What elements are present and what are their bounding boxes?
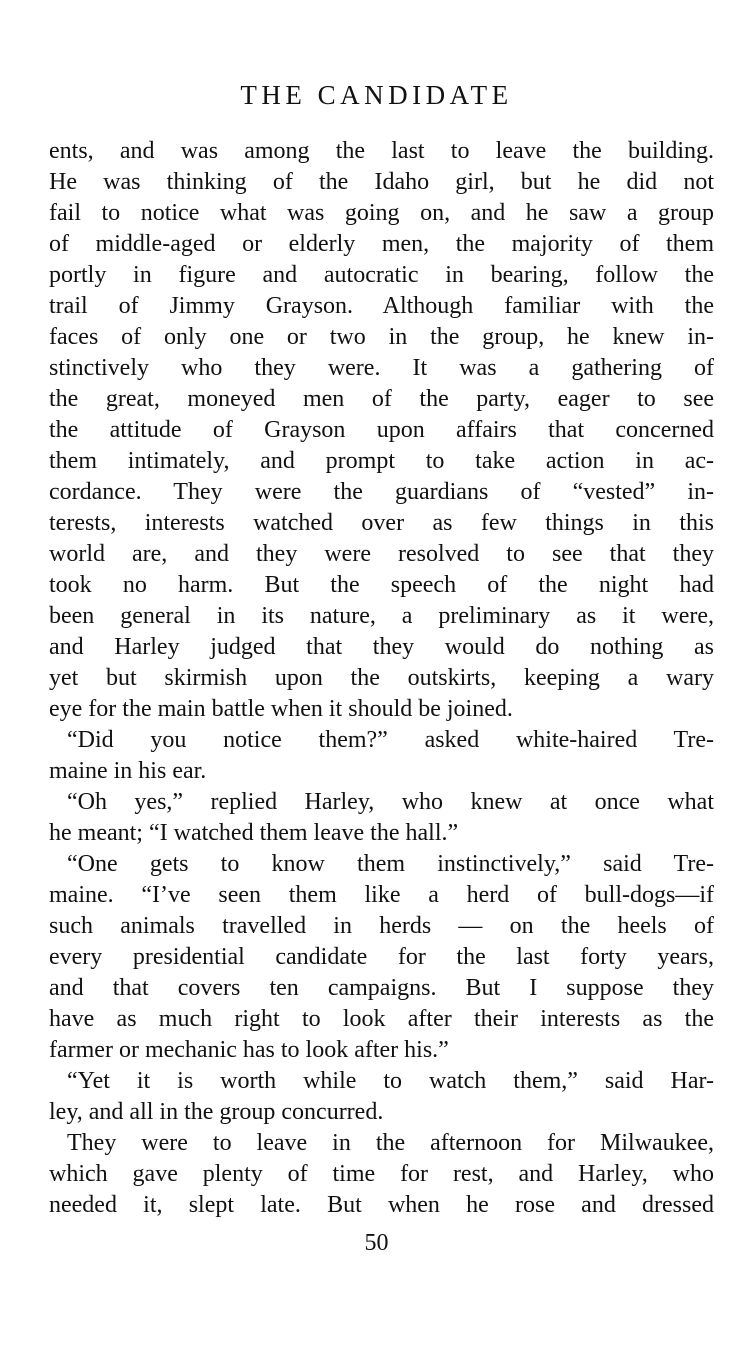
text-line: “Did you notice them?” asked white-haired Tre- (67, 727, 714, 753)
text-line: “Oh yes,” replied Harley, who knew at once what (67, 789, 714, 815)
text-line: ley, and all in the group concurred. (49, 1099, 384, 1125)
text-line: maine. “I’ve seen them like a herd of bull-dogs—if (49, 882, 714, 908)
text-line: he meant; “I watched them leave the hall.” (49, 820, 459, 846)
text-line: maine in his ear. (49, 758, 207, 784)
text-line: such animals travelled in herds — on the heels of (49, 913, 714, 939)
text-line: world are, and they were resolved to see that they (49, 541, 714, 567)
text-line: yet but skirmish upon the outskirts, keeping a wary (49, 665, 714, 691)
text-line: them intimately, and prompt to take action in ac- (49, 448, 714, 474)
text-line: faces of only one or two in the group, he knew in- (49, 324, 714, 350)
text-line: stinctively who they were. It was a gathering of (49, 355, 714, 381)
text-line: been general in its nature, a preliminary as it were, (49, 603, 714, 629)
text-line: every presidential candidate for the last forty years, (49, 944, 714, 970)
page-number: 50 (364, 1230, 389, 1256)
text-line: They were to leave in the afternoon for Milwaukee, (67, 1130, 714, 1156)
text-line: ents, and was among the last to leave the building. (49, 138, 714, 164)
text-line: the attitude of Grayson upon affairs that concerned (49, 417, 714, 443)
text-line: “Yet it is worth while to watch them,” said Har- (67, 1068, 714, 1094)
text-line: needed it, slept late. But when he rose and dressed (49, 1192, 714, 1218)
text-line: portly in figure and autocratic in bearing, follow the (49, 262, 714, 288)
body-text (49, 136, 714, 1221)
text-line: fail to notice what was going on, and he saw a group (49, 200, 714, 226)
text-line: the great, moneyed men of the party, eager to see (49, 386, 714, 412)
text-line: trail of Jimmy Grayson. Although familiar with the (49, 293, 714, 319)
text-line: farmer or mechanic has to look after his.” (49, 1037, 449, 1063)
text-line: have as much right to look after their interests as the (49, 1006, 714, 1032)
text-line: which gave plenty of time for rest, and Harley, who (49, 1161, 714, 1187)
text-line: took no harm. But the speech of the night had (49, 572, 714, 598)
text-line: of middle-aged or elderly men, the majority of them (49, 231, 714, 257)
text-line: terests, interests watched over as few things in this (49, 510, 714, 536)
text-line: and Harley judged that they would do nothing as (49, 634, 714, 660)
text-line: eye for the main battle when it should be joined. (49, 696, 513, 722)
text-line: and that covers ten campaigns. But I suppose they (49, 975, 714, 1001)
text-line: “One gets to know them instinctively,” said Tre- (67, 851, 714, 877)
text-line: He was thinking of the Idaho girl, but he did not (49, 169, 714, 195)
running-head-title: THE CANDIDATE (240, 80, 513, 110)
text-line: cordance. They were the guardians of “vested” in- (49, 479, 714, 505)
